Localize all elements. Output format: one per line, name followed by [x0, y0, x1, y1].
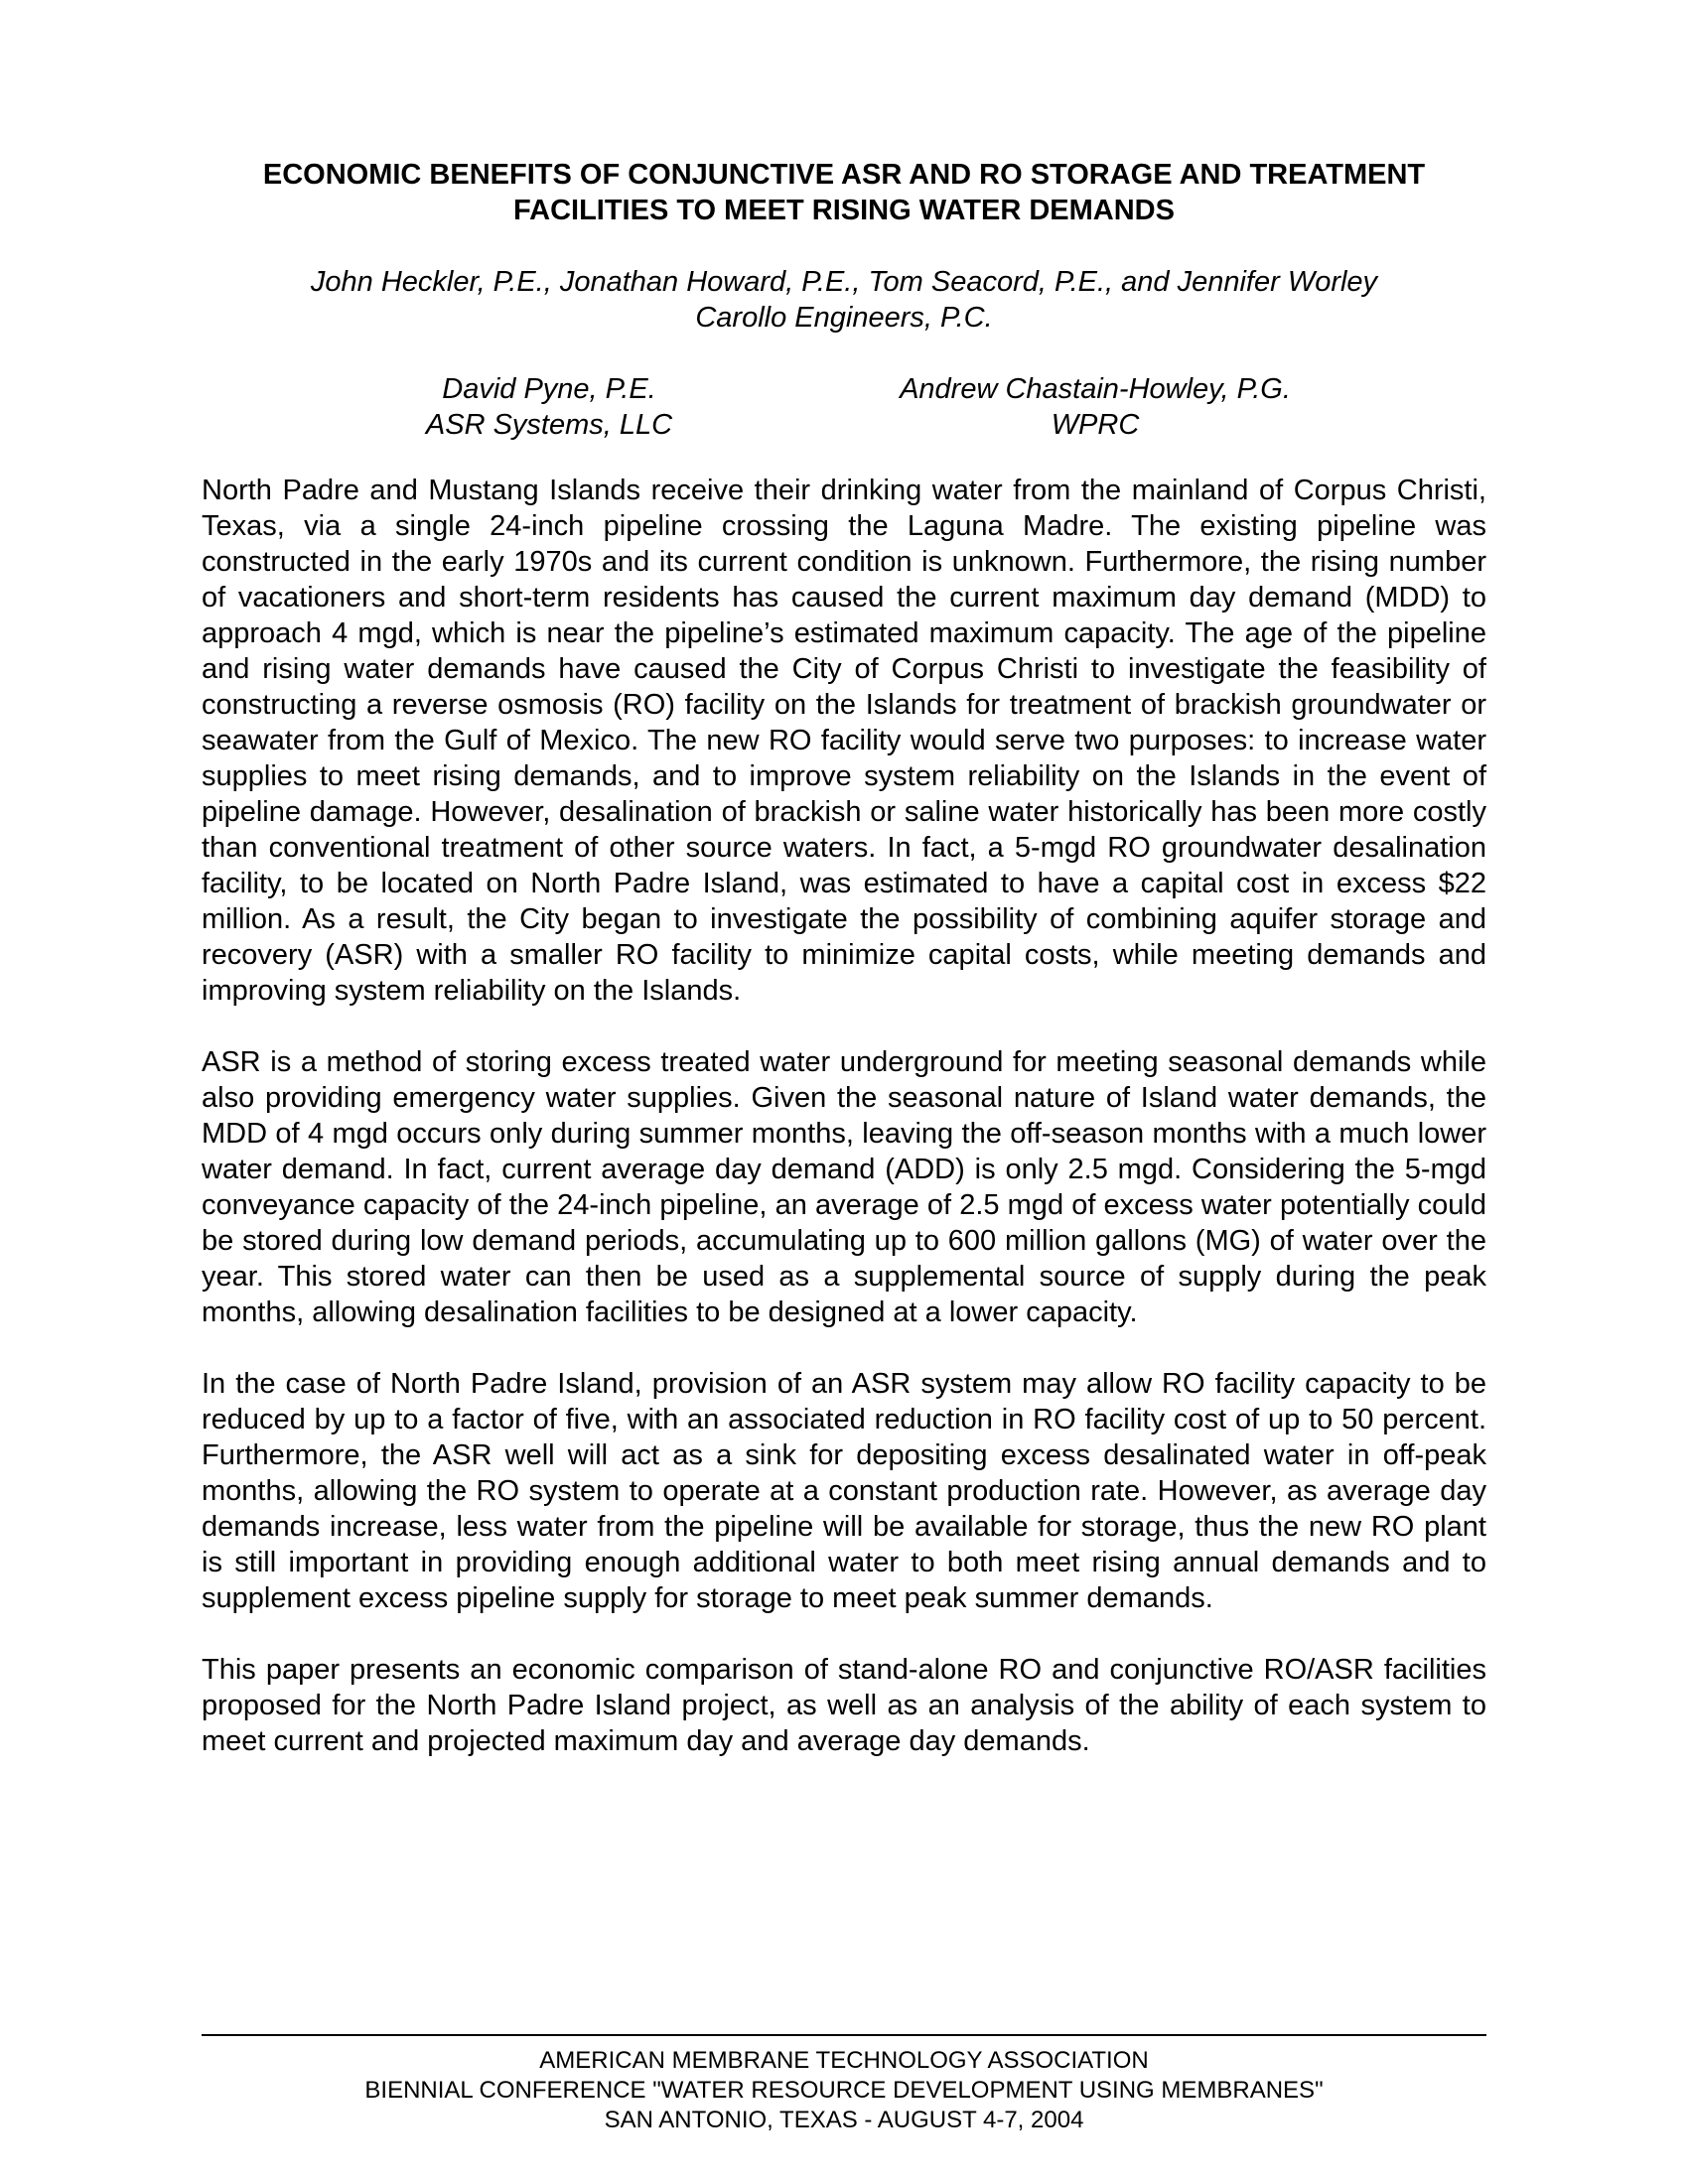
contributor-affiliation: WPRC	[1051, 409, 1140, 441]
contributor-name: Andrew Chastain-Howley, P.G.	[900, 373, 1291, 405]
author-line: John Heckler, P.E., Jonathan Howard, P.E., Tom Seacord, P.E., and Jennifer Worley	[310, 266, 1378, 298]
contributor-block-left	[202, 371, 897, 443]
conference-footer	[202, 2034, 1486, 2135]
paper-title-line-1: ECONOMIC BENEFITS OF CONJUNCTIVE ASR AND RO STORAGE AND TREATMENT	[262, 159, 1426, 191]
footer-line-location-date: SAN ANTONIO, TEXAS - AUGUST 4-7, 2004	[604, 2107, 1084, 2133]
author-affiliation: Carollo Engineers, P.C.	[695, 302, 993, 334]
body-paragraph-4: This paper presents an economic comparison of stand-alone RO and conjunctive RO/ASR facilities proposed for the North Padre Island project, as well as an analysis of the ability of each system to meet current and projected maximum day and average day demands.	[202, 1654, 1486, 1757]
authors-block	[202, 264, 1486, 336]
body-text	[202, 473, 1486, 1759]
contributor-block-right	[897, 371, 1294, 443]
paper-title-line-2: FACILITIES TO MEET RISING WATER DEMANDS	[513, 195, 1175, 226]
paper-title	[202, 157, 1486, 228]
body-paragraph-2: ASR is a method of storing excess treated water underground for meeting seasonal demands while also providing emergency water supplies. Given the seasonal nature of Island water demands, the MDD of 4 mgd occurs only during summer months, leaving the off-season months with a much lower water demand. In fact, current average day demand (ADD) is only 2.5 mgd. Considering the 5-mgd conveyance capacity of the 24-inch pipeline, an average of 2.5 mgd of excess water potentially could be stored during low demand periods, accumulating up to 600 million gallons (MG) of water over the year. This stored water can then be used as a supplemental source of supply during the peak months, allowing desalination facilities to be designed at a lower capacity.	[202, 1046, 1486, 1328]
body-paragraph-3: In the case of North Padre Island, provision of an ASR system may allow RO facility capacity to be reduced by up to a factor of five, with an associated reduction in RO facility cost of up to 50 percent. Furthermore, the ASR well will act as a sink for depositing excess desalinated water in off-peak months, allowing the RO system to operate at a constant production rate. However, as average day demands increase, less water from the pipeline will be available for storage, thus the new RO plant is still important in providing enough additional water to both meet rising annual demands and to supplement excess pipeline supply for storage to meet peak summer demands.	[202, 1368, 1486, 1614]
footer-line-conference: BIENNIAL CONFERENCE "WATER RESOURCE DEVELOPMENT USING MEMBRANES"	[364, 2077, 1324, 2104]
page-content	[202, 0, 1486, 1759]
contributor-affiliation: ASR Systems, LLC	[425, 409, 673, 441]
footer-line-association: AMERICAN MEMBRANE TECHNOLOGY ASSOCIATION	[539, 2047, 1149, 2074]
body-paragraph-1: North Padre and Mustang Islands receive their drinking water from the mainland of Corpus Christi, Texas, via a single 24-inch pipeline crossing the Laguna Madre. The existing pipeline was constructed in the early 1970s and its current condition is unknown. Furthermore, the rising number of vacationers and short-term residents has caused the current maximum day demand (MDD) to approach 4 mgd, which is near the pipeline’s estimated maximum capacity. The age of the pipeline and rising water demands have caused the City of Corpus Christi to investigate the feasibility of constructing a reverse osmosis (RO) facility on the Islands for treatment of brackish groundwater or seawater from the Gulf of Mexico. The new RO facility would serve two purposes: to increase water supplies to meet rising demands, and to improve system reliability on the Islands in the event of pipeline damage. However, desalination of brackish or saline water historically has been more costly than conventional treatment of other source waters. In fact, a 5-mgd RO groundwater desalination facility, to be located on North Padre Island, was estimated to have a capital cost in excess $22 million. As a result, the City began to investigate the possibility of combining aquifer storage and recovery (ASR) with a smaller RO facility to minimize capital costs, while meeting demands and improving system reliability on the Islands.	[202, 475, 1486, 1007]
contributor-columns	[202, 371, 1486, 443]
contributor-name: David Pyne, P.E.	[442, 373, 656, 405]
